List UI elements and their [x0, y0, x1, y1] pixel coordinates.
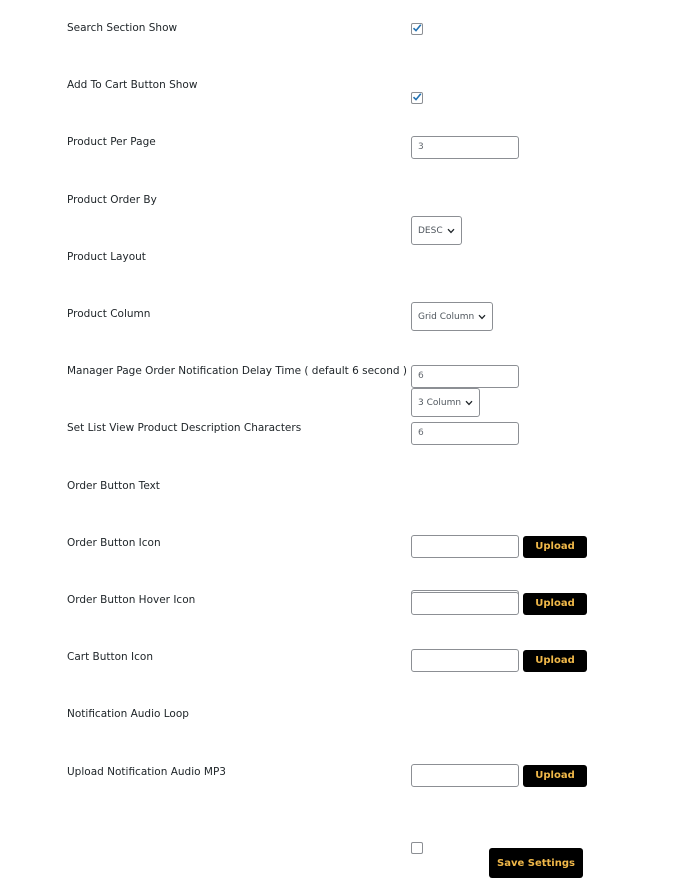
checkmark-icon: [412, 92, 422, 102]
list-view-desc-chars-label: Set List View Product Description Characters: [67, 422, 302, 434]
chevron-down-icon: [478, 314, 486, 320]
cart-button-icon-upload-button[interactable]: Upload: [523, 650, 587, 672]
list-view-desc-chars-input[interactable]: [411, 422, 519, 445]
product-order-by-label: Product Order By: [67, 194, 157, 206]
order-button-text-label: Order Button Text: [67, 480, 160, 492]
notification-audio-mp3-label: Upload Notification Audio MP3: [67, 766, 226, 778]
order-button-hover-icon-label: Order Button Hover Icon: [67, 594, 196, 606]
order-button-icon-label: Order Button Icon: [67, 537, 161, 549]
add-to-cart-show-label: Add To Cart Button Show: [67, 79, 198, 91]
notification-audio-mp3-input[interactable]: [411, 764, 519, 787]
product-column-select[interactable]: [411, 388, 480, 417]
order-button-icon-upload-button[interactable]: Upload: [523, 536, 587, 558]
chevron-down-icon: [447, 228, 455, 234]
product-column-value: 3 Column: [418, 397, 462, 408]
notification-audio-mp3-upload-button[interactable]: Upload: [523, 765, 587, 787]
notification-delay-input[interactable]: [411, 365, 519, 388]
product-layout-value: Grid Column: [418, 311, 475, 322]
product-per-page-label: Product Per Page: [67, 136, 156, 148]
notification-audio-loop-checkbox[interactable]: [411, 842, 423, 854]
product-layout-select[interactable]: [411, 302, 493, 331]
save-settings-button[interactable]: Save Settings: [489, 848, 583, 878]
product-per-page-input[interactable]: [411, 136, 519, 159]
order-button-icon-input[interactable]: [411, 535, 519, 558]
checkmark-icon: [412, 23, 422, 33]
add-to-cart-show-checkbox[interactable]: [411, 92, 423, 104]
order-button-hover-icon-input[interactable]: [411, 592, 519, 615]
cart-button-icon-input[interactable]: [411, 649, 519, 672]
product-order-by-value: DESC: [418, 225, 443, 236]
cart-button-icon-label: Cart Button Icon: [67, 651, 153, 663]
chevron-down-icon: [465, 400, 473, 406]
notification-delay-label: Manager Page Order Notification Delay Time ( default 6 second ): [67, 365, 407, 377]
search-section-show-label: Search Section Show: [67, 22, 178, 34]
product-order-by-select[interactable]: [411, 216, 462, 245]
order-button-hover-icon-upload-button[interactable]: Upload: [523, 593, 587, 615]
notification-audio-loop-label: Notification Audio Loop: [67, 708, 189, 720]
search-section-show-checkbox[interactable]: [411, 23, 423, 35]
product-layout-label: Product Layout: [67, 251, 146, 263]
product-column-label: Product Column: [67, 308, 151, 320]
